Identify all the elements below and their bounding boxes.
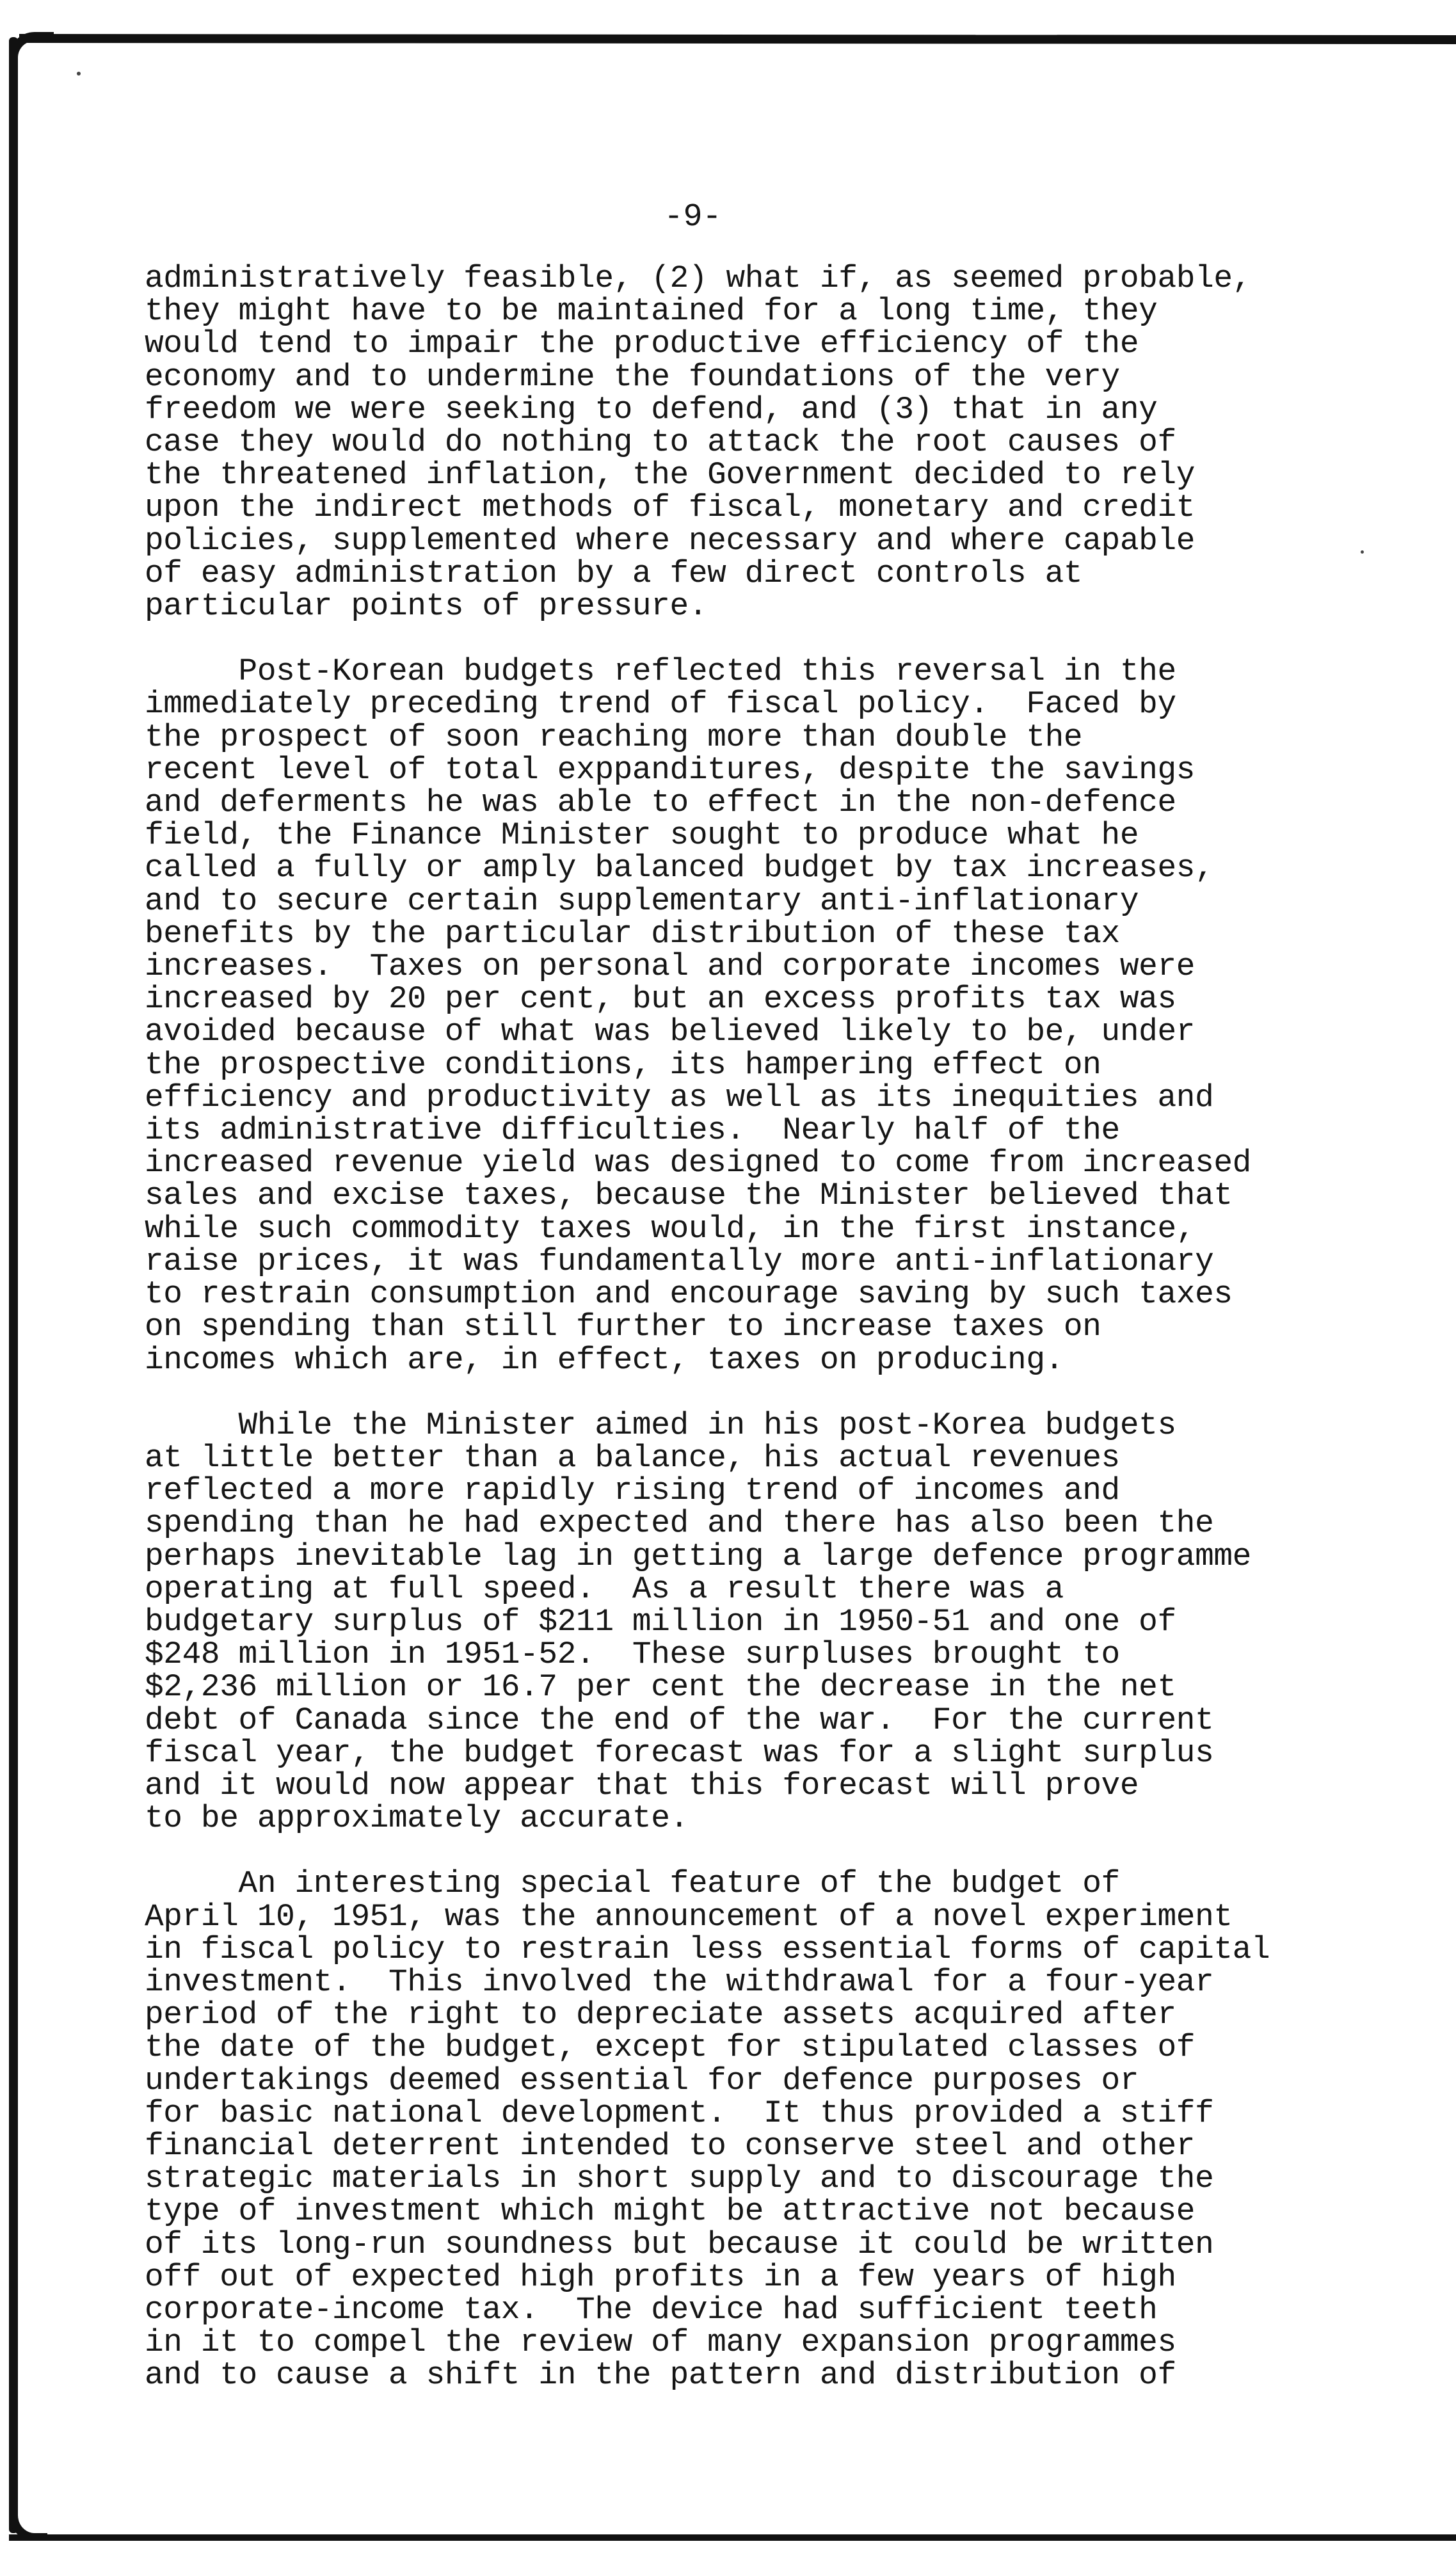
paragraph — [145, 1868, 1361, 2392]
paragraph — [145, 655, 1361, 1376]
scan-speck — [1361, 550, 1364, 554]
text-line: increased by 20 per cent, but an excess profits tax was — [145, 981, 1176, 1018]
text-line: the threatened inflation, the Government decided to rely — [145, 457, 1196, 493]
text-line: in fiscal policy to restrain less essential forms of capital — [145, 1931, 1270, 1967]
text-line: sales and excise taxes, because the Minister believed that — [145, 1178, 1233, 1214]
text-line: raise prices, it was fundamentally more anti-inflationary — [145, 1243, 1214, 1279]
paragraph — [145, 1409, 1361, 1836]
page-number: -9- — [664, 199, 722, 236]
text-line: upon the indirect methods of fiscal, monetary and credit — [145, 490, 1196, 526]
bottom-border — [9, 2534, 1456, 2541]
left-border — [9, 37, 18, 2533]
text-line: spending than he had expected and there has also been the — [145, 1505, 1214, 1542]
text-line: economy and to undermine the foundations of the very — [145, 358, 1120, 395]
text-line: efficiency and productivity as well as its inequities and — [145, 1079, 1214, 1116]
text-line: operating at full speed. As a result there was a — [145, 1571, 1064, 1607]
text-line: undertakings deemed essential for defence purposes or — [145, 2062, 1139, 2099]
text-line: increased revenue yield was designed to come from increased — [145, 1145, 1251, 1181]
text-line: freedom we were seeking to defend, and (3) that in any — [145, 391, 1158, 428]
text-line: administratively feasible, (2) what if, as seemed probable, — [145, 260, 1251, 296]
text-line: its administrative difficulties. Nearly half of the — [145, 1112, 1120, 1149]
text-line: would tend to impair the productive efficiency of the — [145, 326, 1139, 362]
body-text — [145, 262, 1361, 2425]
text-line: policies, supplemented where necessary and where capable — [145, 522, 1196, 559]
text-line: incomes which are, in effect, taxes on producing. — [145, 1341, 1064, 1378]
text-line: the prospect of soon reaching more than double the — [145, 719, 1083, 755]
text-line: and it would now appear that this forecast will prove — [145, 1767, 1139, 1804]
text-line: investment. This involved the withdrawal for a four-year — [145, 1964, 1214, 2000]
text-line: field, the Finance Minister sought to produce what he — [145, 817, 1139, 854]
paragraph — [145, 262, 1361, 623]
text-line: for basic national development. It thus provided a stiff — [145, 2095, 1214, 2131]
text-line: benefits by the particular distribution of these tax — [145, 915, 1120, 952]
text-line: the date of the budget, except for stipulated classes of — [145, 2029, 1196, 2066]
text-line: on spending than still further to increase taxes on — [145, 1309, 1101, 1345]
text-line: $248 million in 1951-52. These surpluses brought to — [145, 1636, 1120, 1673]
text-line: called a fully or amply balanced budget by tax increases, — [145, 850, 1214, 886]
text-line: increases. Taxes on personal and corporate incomes were — [145, 948, 1196, 985]
text-line: period of the right to depreciate assets acquired after — [145, 1997, 1176, 2033]
text-line: fiscal year, the budget forecast was for a slight surplus — [145, 1734, 1214, 1771]
text-line: and to cause a shift in the pattern and distribution of — [145, 2357, 1176, 2394]
text-line: strategic materials in short supply and to discourage the — [145, 2161, 1214, 2197]
text-line: while such commodity taxes would, in the first instance, — [145, 1210, 1196, 1247]
text-line: particular points of pressure. — [145, 588, 708, 625]
text-line: off out of expected high profits in a few years of high — [145, 2259, 1176, 2295]
text-line: immediately preceding trend of fiscal policy. Faced by — [145, 686, 1176, 723]
text-line: case they would do nothing to attack the root causes of — [145, 424, 1176, 461]
scan-speck — [77, 72, 81, 76]
text-line: While the Minister aimed in his post-Korea budgets — [145, 1407, 1176, 1443]
text-line: they might have to be maintained for a long time, they — [145, 293, 1158, 330]
text-line: type of investment which might be attractive not because — [145, 2193, 1196, 2230]
text-line: to restrain consumption and encourage saving by such taxes — [145, 1276, 1233, 1313]
text-line: financial deterrent intended to conserve steel and other — [145, 2127, 1196, 2164]
text-line: corporate-income tax. The device had sufficient teeth — [145, 2291, 1158, 2328]
top-border — [19, 34, 1456, 44]
text-line: reflected a more rapidly rising trend of incomes and — [145, 1473, 1120, 1509]
text-line: of its long-run soundness but because it could be written — [145, 2226, 1214, 2262]
text-line: debt of Canada since the end of the war. For the current — [145, 1702, 1214, 1738]
text-line: April 10, 1951, was the announcement of a novel experiment — [145, 1898, 1233, 1935]
text-line: budgetary surplus of $211 million in 1950-51 and one of — [145, 1603, 1176, 1640]
text-line: at little better than a balance, his actual revenues — [145, 1439, 1120, 1476]
text-line: to be approximately accurate. — [145, 1800, 689, 1837]
text-line: and deferments he was able to effect in the non-defence — [145, 785, 1176, 821]
text-line: and to secure certain supplementary anti-inflationary — [145, 883, 1139, 919]
text-line: Post-Korean budgets reflected this reversal in the — [145, 653, 1176, 690]
text-line: the prospective conditions, its hampering effect on — [145, 1046, 1101, 1083]
text-line: An interesting special feature of the budget of — [145, 1866, 1120, 1902]
text-line: avoided because of what was believed likely to be, under — [145, 1014, 1196, 1050]
text-line: perhaps inevitable lag in getting a large defence programme — [145, 1538, 1251, 1574]
text-line: recent level of total exppanditures, despite the savings — [145, 751, 1196, 788]
text-line: $2,236 million or 16.7 per cent the decrease in the net — [145, 1669, 1176, 1706]
text-line: in it to compel the review of many expansion programmes — [145, 2324, 1176, 2361]
text-line: of easy administration by a few direct controls at — [145, 555, 1083, 591]
